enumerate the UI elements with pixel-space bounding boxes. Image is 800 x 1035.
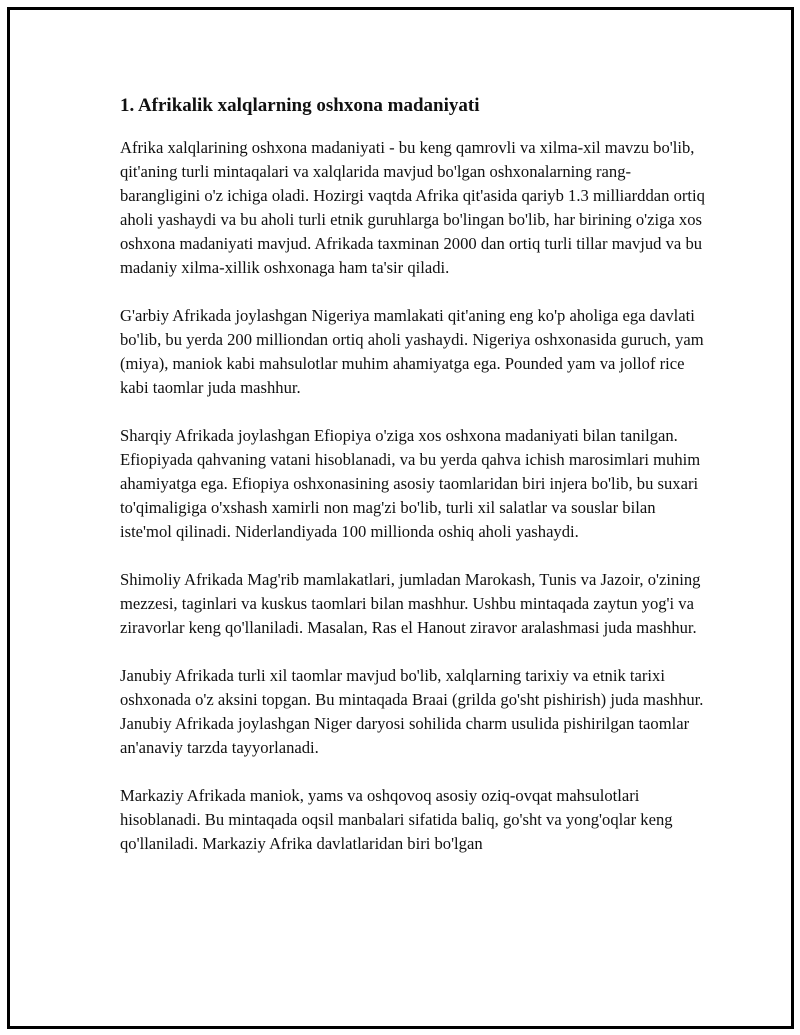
document-body xyxy=(120,94,705,880)
paragraph-west-africa: G'arbiy Afrikada joylashgan Nigeriya mamlakati qit'aning eng ko'p aholiga ega davlati bo'lib, bu yerda 200 milliondan ortiq aholi yashaydi. Nigeriya oshxonasida guruch, yam (miya), maniok kabi mahsulotlar muhim ahamiyatga ega. Pounded yam va jollof rice kabi taomlar juda mashhur. xyxy=(120,306,704,397)
paragraph-east-africa: Sharqiy Afrikada joylashgan Efiopiya o'ziga xos oshxona madaniyati bilan tanilgan. Efiopiyada qahvaning vatani hisoblanadi, va bu yerda qahva ichish marosimlari muhim ahamiyatga ega. Efiopiya oshxonasining asosiy taomlaridan biri injera bo'lib, bu suxari to'qimaligiga o'xshash xamirli non mag'zi bo'lib, turli xil salatlar va souslar bilan iste'mol qilinadi. Niderlandiyada 100 millionda oshiq aholi yashaydi. xyxy=(120,426,701,541)
paragraph-intro: Afrika xalqlarining oshxona madaniyati - bu keng qamrovli va xilma-xil mavzu bo'lib, qit'aning turli mintaqalari va xalqlarida mavjud bo'lgan oshxonalarning rang-barangligini o'z ichiga oladi. Hozirgi vaqtda Afrika qit'asida qariyb 1.3 milliarddan ortiq aholi yashaydi va bu aholi turli etnik guruhlarga bo'lingan bo'lib, har birining o'ziga xos oshxona madaniyati mavjud. Afrikada taxminan 2000 dan ortiq turli tillar mavjud va bu madaniy xilma-xillik oshxonaga ham ta'sir qiladi. xyxy=(120,138,705,277)
document-title: 1. Afrikalik xalqlarning oshxona madaniyati xyxy=(120,95,480,116)
paragraph-north-africa: Shimoliy Afrikada Mag'rib mamlakatlari, jumladan Marokash, Tunis va Jazoir, o'zining mezzesi, taginlari va kuskus taomlari bilan mashhur. Ushbu mintaqada zaytun yog'i va ziravorlar keng qo'llaniladi. Masalan, Ras el Hanout ziravor aralashmasi juda mashhur. xyxy=(120,570,701,637)
page-frame xyxy=(7,7,794,1029)
paragraph-central-africa: Markaziy Afrikada maniok, yams va oshqovoq asosiy oziq-ovqat mahsulotlari hisoblanadi. Bu mintaqada oqsil manbalari sifatida baliq, go'sht va yong'oqlar keng qo'llaniladi. Markaziy Afrika davlatlaridan biri bo'lgan xyxy=(120,786,673,853)
paragraph-south-africa: Janubiy Afrikada turli xil taomlar mavjud bo'lib, xalqlarning tarixiy va etnik tarixi oshxonada o'z aksini topgan. Bu mintaqada Braai (grilda go'sht pishirish) juda mashhur. Janubiy Afrikada joylashgan Niger daryosi sohilida charm usulida pishirilgan taomlar an'anaviy tarzda tayyorlanadi. xyxy=(120,666,704,757)
